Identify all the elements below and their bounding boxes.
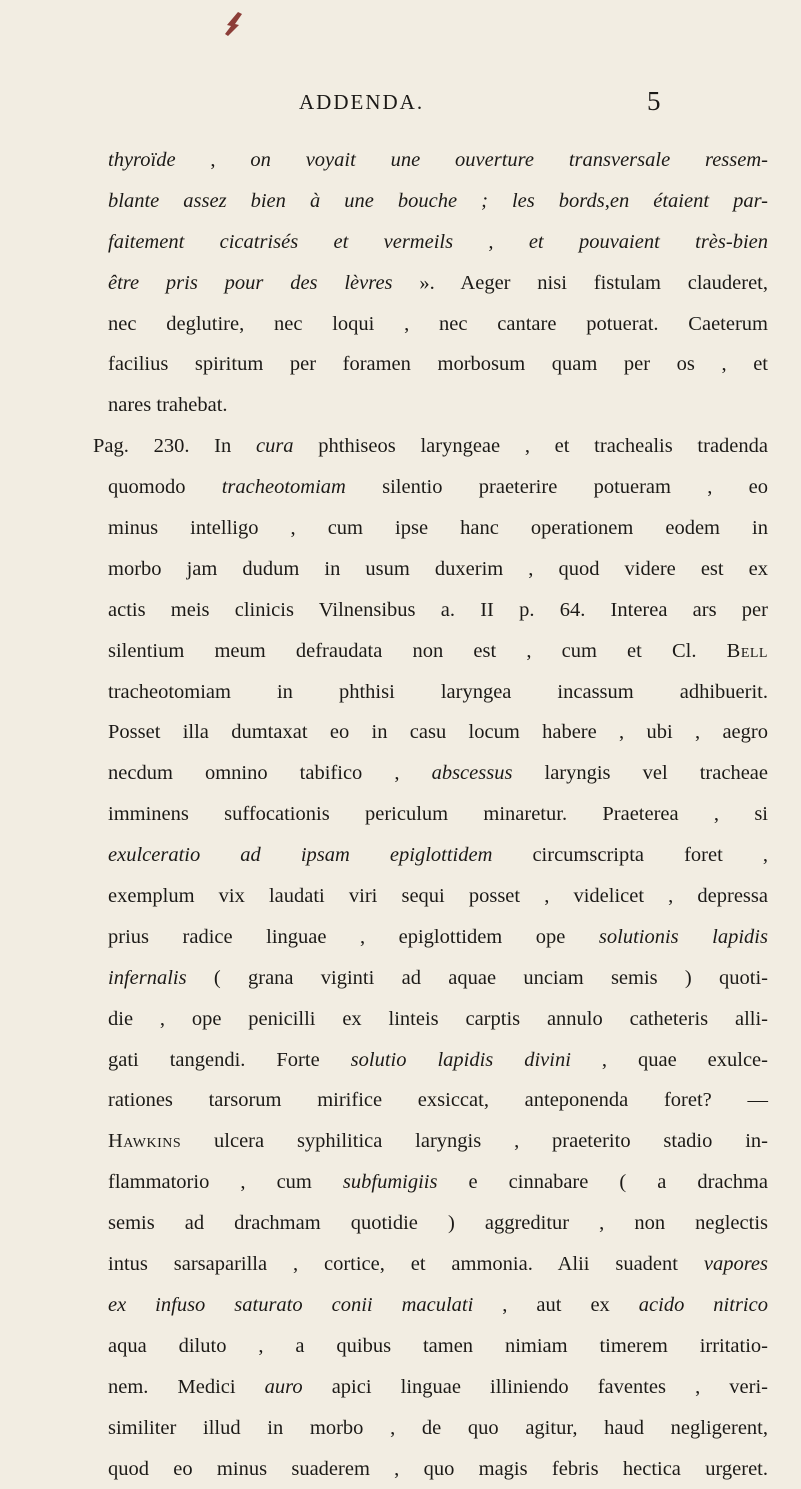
text-line: [108, 753, 768, 794]
text-run: intus sarsaparilla , cortice, et ammonia. Alii suadent: [108, 1253, 704, 1275]
italic-text: solutio lapidis divini: [351, 1049, 571, 1071]
text-line: [108, 1449, 768, 1489]
text-run: morbo jam dudum in usum duxerim , quod videre est ex: [108, 558, 768, 580]
text-line: [108, 1408, 768, 1449]
text-run: die , ope penicilli ex linteis carptis annulo catheteris alli-: [108, 1008, 768, 1030]
text-line: [108, 917, 768, 958]
text-run: aqua diluto , a quibus tamen nimiam timerem irritatio-: [108, 1335, 768, 1357]
text-run: semis ad drachmam quotidie ) aggreditur , non neglectis: [108, 1212, 768, 1234]
text-line: [108, 508, 768, 549]
italic-text: blante assez bien à une bouche ; les bords: [108, 190, 605, 212]
italic-text: cura: [256, 435, 294, 457]
text-line: [108, 1244, 768, 1285]
text-run: nec deglutire, nec loqui , nec cantare potuerat. Caeterum: [108, 313, 768, 335]
text-line: [108, 712, 768, 753]
ink-blot-icon: [222, 10, 246, 38]
italic-text: thyroïde: [108, 149, 176, 171]
text-run: Posset illa dumtaxat eo in casu locum habere , ubi , aegro: [108, 721, 768, 743]
italic-text: tracheotomiam: [222, 476, 346, 498]
italic-text: faitement cicatrisés et vermeils , et pouvaient très-bien: [108, 231, 768, 253]
text-run: e cinnabare ( a drachma: [437, 1171, 768, 1193]
text-run: exemplum vix laudati viri sequi posset , videlicet , depressa: [108, 885, 768, 907]
text-run: flammatorio , cum: [108, 1171, 343, 1193]
text-run: quomodo: [108, 476, 222, 498]
text-line: [108, 1121, 768, 1162]
text-run: apici linguae illiniendo faventes , veri-: [303, 1376, 768, 1398]
text-run: , aut ex: [473, 1294, 638, 1316]
text-line: [108, 263, 768, 304]
text-run: necdum omnino tabifico ,: [108, 762, 432, 784]
text-line: [108, 549, 768, 590]
text-run: circumscripta foret ,: [492, 844, 768, 866]
italic-text: infernalis: [108, 967, 187, 989]
text-run: laryngis vel tracheae: [512, 762, 768, 784]
text-run: similiter illud in morbo , de quo agitur, haud negligerent,: [108, 1417, 768, 1439]
text-run: , quae exulce-: [571, 1049, 768, 1071]
text-line: [108, 1203, 768, 1244]
text-line: [108, 672, 768, 713]
text-line: [108, 1367, 768, 1408]
text-line: [108, 590, 768, 631]
text-line: [108, 385, 768, 426]
text-line: [108, 181, 768, 222]
italic-text: on voyait une ouverture transversale ressem-: [250, 149, 768, 171]
body-text: [108, 140, 768, 1489]
text-run: tracheotomiam in phthisi laryngea incassum adhibuerit.: [108, 681, 768, 703]
text-line: [108, 467, 768, 508]
text-line: [93, 426, 768, 467]
italic-text: exulceratio ad ipsam epiglottidem: [108, 844, 492, 866]
small-caps-name: Bell: [727, 640, 768, 662]
small-caps-name: Hawkins: [108, 1130, 181, 1152]
running-head: [0, 86, 801, 122]
italic-text: vapores: [704, 1253, 768, 1275]
text-run: minus intelligo , cum ipse hanc operationem eodem in: [108, 517, 768, 539]
text-line: [108, 1326, 768, 1367]
italic-text: abscessus: [432, 762, 513, 784]
text-run: ,: [176, 149, 251, 171]
text-run: nem. Medici: [108, 1376, 265, 1398]
text-run: imminens suffocationis periculum minaretur. Praeterea , si: [108, 803, 768, 825]
text-line: [108, 958, 768, 999]
text-line: [108, 344, 768, 385]
italic-text: solutionis lapidis: [599, 926, 768, 948]
text-run: phthiseos laryngeae , et trachealis tradenda: [294, 435, 768, 457]
text-run: facilius spiritum per foramen morbosum quam per os , et: [108, 353, 768, 375]
italic-text: subfumigiis: [343, 1171, 438, 1193]
text-run: ,: [605, 190, 610, 212]
text-line: [108, 794, 768, 835]
text-line: [108, 304, 768, 345]
page-number: 5: [647, 86, 661, 117]
text-run: ulcera syphilitica laryngis , praeterito stadio in-: [181, 1130, 768, 1152]
text-run: ( grana viginti ad aquae unciam semis ) quoti-: [187, 967, 768, 989]
text-line: [108, 835, 768, 876]
italic-text: en étaient par-: [610, 190, 768, 212]
text-run: Pag. 230. In: [93, 435, 256, 457]
text-line: [108, 999, 768, 1040]
text-line: [108, 1285, 768, 1326]
text-run: actis meis clinicis Vilnensibus a. II p. 64. Interea ars per: [108, 599, 768, 621]
text-run: prius radice linguae , epiglottidem ope: [108, 926, 599, 948]
text-line: [108, 631, 768, 672]
text-run: rationes tarsorum mirifice exsiccat, anteponenda foret? —: [108, 1089, 768, 1111]
text-run: silentium meum defraudata non est , cum et Cl.: [108, 640, 727, 662]
italic-text: auro: [265, 1376, 303, 1398]
italic-text: ex infuso saturato conii maculati: [108, 1294, 473, 1316]
text-line: [108, 876, 768, 917]
text-line: [108, 1040, 768, 1081]
running-title: ADDENDA.: [299, 90, 424, 115]
italic-text: acido nitrico: [639, 1294, 768, 1316]
text-run: gati tangendi. Forte: [108, 1049, 351, 1071]
text-line: [108, 140, 768, 181]
text-line: [108, 222, 768, 263]
text-run: silentio praeterire potueram , eo: [346, 476, 768, 498]
text-run: nares trahebat.: [108, 394, 228, 416]
italic-text: être pris pour des lèvres: [108, 272, 393, 294]
text-run: ». Aeger nisi fistulam clauderet,: [393, 272, 768, 294]
text-line: [108, 1080, 768, 1121]
text-line: [108, 1162, 768, 1203]
text-run: quod eo minus suaderem , quo magis febris hectica urgeret.: [108, 1458, 768, 1480]
